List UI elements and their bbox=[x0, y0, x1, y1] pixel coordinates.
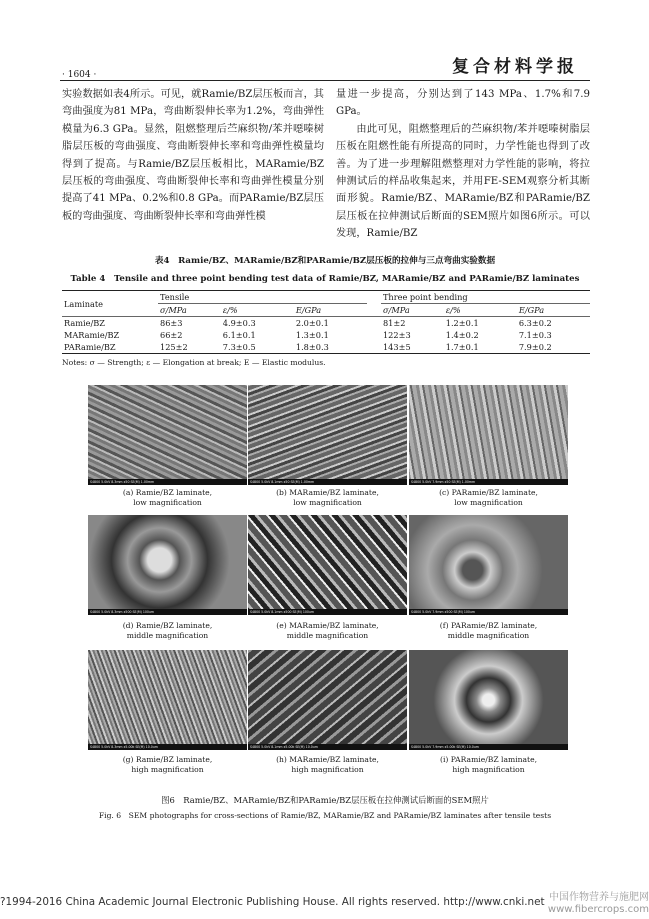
subfigure-label: (e) MARamie/BZ laminate, middle magnification bbox=[276, 621, 379, 640]
left-paragraph: 实验数据如表4所示。可见，就Ramie/BZ层压板而言，其弯曲强度为81 MPa，弯曲断裂伸长率为1.2%，弯曲弹性模量为6.3 GPa。显然，阻燃整理后苎麻织物/苯并噁嗪树脂层压板的弯曲强度、弯曲断裂伸长率和弯曲弹性模量均得到了提高。与Ramie/BZ层压板相比，MARamie/BZ层压板的弯曲强度、弯曲断裂伸长率和弯曲弹性模量分别提高了41 MPa、0.2%和0.8 GPa。而PARamie/BZ层压板的弯曲强度、弯曲断裂伸长率和弯曲弹性模 bbox=[62, 89, 324, 222]
cell: 1.2±0.1 bbox=[445, 318, 479, 328]
page-number: · 1604 · bbox=[62, 70, 97, 80]
sub-eps-b: ε/% bbox=[444, 304, 517, 317]
row-name: MARamie/BZ bbox=[64, 330, 120, 340]
sem-image bbox=[248, 515, 407, 615]
sem-image bbox=[409, 650, 568, 750]
sem-image bbox=[248, 650, 407, 750]
subfigure-label: (d) Ramie/BZ laminate, middle magnification bbox=[122, 621, 213, 640]
sem-scale-bar: S4800 5.0kV 7.9mm x5.00k SE(M) 10.0um bbox=[409, 744, 568, 750]
subfigure-label: (i) PARamie/BZ laminate, high magnification bbox=[440, 755, 537, 774]
cell: 4.9±0.3 bbox=[222, 318, 256, 328]
cell: 81±2 bbox=[382, 318, 406, 328]
sem-scale-bar: S4800 5.0kV 7.9mm x50 SE(M) 1.00mm bbox=[409, 479, 568, 485]
subfigure-label: (f) PARamie/BZ laminate, middle magnification bbox=[439, 621, 538, 640]
table4-caption-en: Table 4 Tensile and three point bending test data of Ramie/BZ, MARamie/BZ and PARamie/BZ laminates bbox=[70, 274, 580, 284]
cell: 1.3±0.1 bbox=[295, 330, 329, 340]
table-row bbox=[62, 317, 590, 330]
cell: 7.1±0.3 bbox=[518, 330, 552, 340]
cell: 1.8±0.3 bbox=[294, 341, 367, 354]
table-row bbox=[62, 341, 590, 354]
figure6-caption-cn: 图6 Ramie/BZ、MARamie/BZ和PARamie/BZ层压板在拉伸测试后断面的SEM照片 bbox=[161, 795, 489, 805]
sem-scale-bar: S4800 5.0kV 8.1mm x50 SE(M) 1.00mm bbox=[248, 479, 407, 485]
right-column bbox=[336, 86, 590, 243]
sub-sigma-b: σ/MPa bbox=[381, 304, 444, 317]
sem-scale-bar: S4800 5.0kV 8.1mm x5.00k SE(M) 10.0um bbox=[248, 744, 407, 750]
sem-image bbox=[88, 385, 247, 485]
sub-sigma-t: σ/MPa bbox=[158, 304, 221, 317]
sem-scale-bar: S4800 5.0kV 7.9mm x500 SE(M) 100um bbox=[409, 609, 568, 615]
cell: 7.3±0.5 bbox=[221, 341, 294, 354]
cell: 6.3±0.2 bbox=[518, 318, 552, 328]
sem-image bbox=[409, 385, 568, 485]
sem-image bbox=[88, 650, 247, 750]
subfigure-label: (a) Ramie/BZ laminate, low magnification bbox=[122, 488, 213, 507]
sem-image bbox=[409, 515, 568, 615]
table4 bbox=[62, 290, 590, 354]
sem-image bbox=[248, 385, 407, 485]
cell: 143±5 bbox=[381, 341, 444, 354]
journal-title: 复合材料学报 bbox=[452, 57, 578, 77]
table-row bbox=[62, 329, 590, 341]
cell: 66±2 bbox=[160, 330, 183, 340]
sub-E-t: E/GPa bbox=[294, 304, 367, 317]
site-watermark: 中国作物营养与施肥网 www.fibercrops.com bbox=[547, 892, 649, 915]
subfigure-label: (g) Ramie/BZ laminate, high magnification bbox=[122, 755, 213, 774]
table4-notes: Notes: σ — Strength; ε — Elongation at break; E — Elastic modulus. bbox=[62, 358, 326, 367]
sem-scale-bar: S4800 5.0kV 8.3mm x500 SE(M) 100um bbox=[88, 609, 247, 615]
row-name: PARamie/BZ bbox=[62, 341, 158, 354]
left-column bbox=[62, 86, 324, 225]
sub-E-b: E/GPa bbox=[517, 304, 590, 317]
subfigure-label: (c) PARamie/BZ laminate, low magnification bbox=[439, 488, 538, 507]
cell: 86±3 bbox=[160, 318, 183, 328]
table4-caption-cn: 表4 Ramie/BZ、MARamie/BZ和PARamie/BZ层压板的拉伸与三点弯曲实验数据 bbox=[154, 256, 496, 266]
subfigure-label: (b) MARamie/BZ laminate, low magnification bbox=[276, 488, 379, 507]
cell: 2.0±0.1 bbox=[295, 318, 329, 328]
col-laminate: Laminate bbox=[62, 291, 158, 317]
right-paragraph-1: 量进一步提高，分别达到了143 MPa、1.7%和7.9 GPa。 bbox=[336, 89, 590, 118]
header-rule bbox=[60, 80, 590, 81]
row-name: Ramie/BZ bbox=[64, 318, 105, 328]
cell: 1.4±0.2 bbox=[445, 330, 479, 340]
right-paragraph-2: 由此可见，阻燃整理后的苎麻织物/苯并噁嗪树脂层压板在阻燃性能有所提高的同时，力学性能也得到了改善。为了进一步理解阻燃整理对力学性能的影响，将拉伸测试后的样品收集起来，并用FE-SEM观察分析其断面形貌。Ramie/BZ、MARamie/BZ和PARamie/BZ层压板在拉伸测试后断面的SEM照片如图6所示。可以发现，Ramie/BZ bbox=[336, 123, 590, 240]
sem-scale-bar: S4800 5.0kV 8.3mm x50 SE(M) 1.00mm bbox=[88, 479, 247, 485]
figure6-caption-en: Fig. 6 SEM photographs for cross-sections of Ramie/BZ, MARamie/BZ and PARamie/BZ laminates after tensile tests bbox=[98, 811, 552, 820]
cell: 1.7±0.1 bbox=[444, 341, 517, 354]
cell: 125±2 bbox=[158, 341, 221, 354]
sem-image bbox=[88, 515, 247, 615]
group-bending: Three point bending bbox=[381, 291, 590, 304]
cell: 7.9±0.2 bbox=[517, 341, 590, 354]
sub-eps-t: ε/% bbox=[221, 304, 294, 317]
group-tensile: Tensile bbox=[158, 291, 367, 304]
copyright-footer: ?1994-2016 China Academic Journal Electronic Publishing House. All rights reserved. http://www.cnki.net bbox=[0, 896, 545, 908]
subfigure-label: (h) MARamie/BZ laminate, high magnification bbox=[276, 755, 379, 774]
sem-scale-bar: S4800 5.0kV 8.1mm x500 SE(M) 100um bbox=[248, 609, 407, 615]
cell: 6.1±0.1 bbox=[222, 330, 256, 340]
cell: 122±3 bbox=[382, 330, 411, 340]
sem-scale-bar: S4800 5.0kV 8.3mm x5.00k SE(M) 10.0um bbox=[88, 744, 247, 750]
